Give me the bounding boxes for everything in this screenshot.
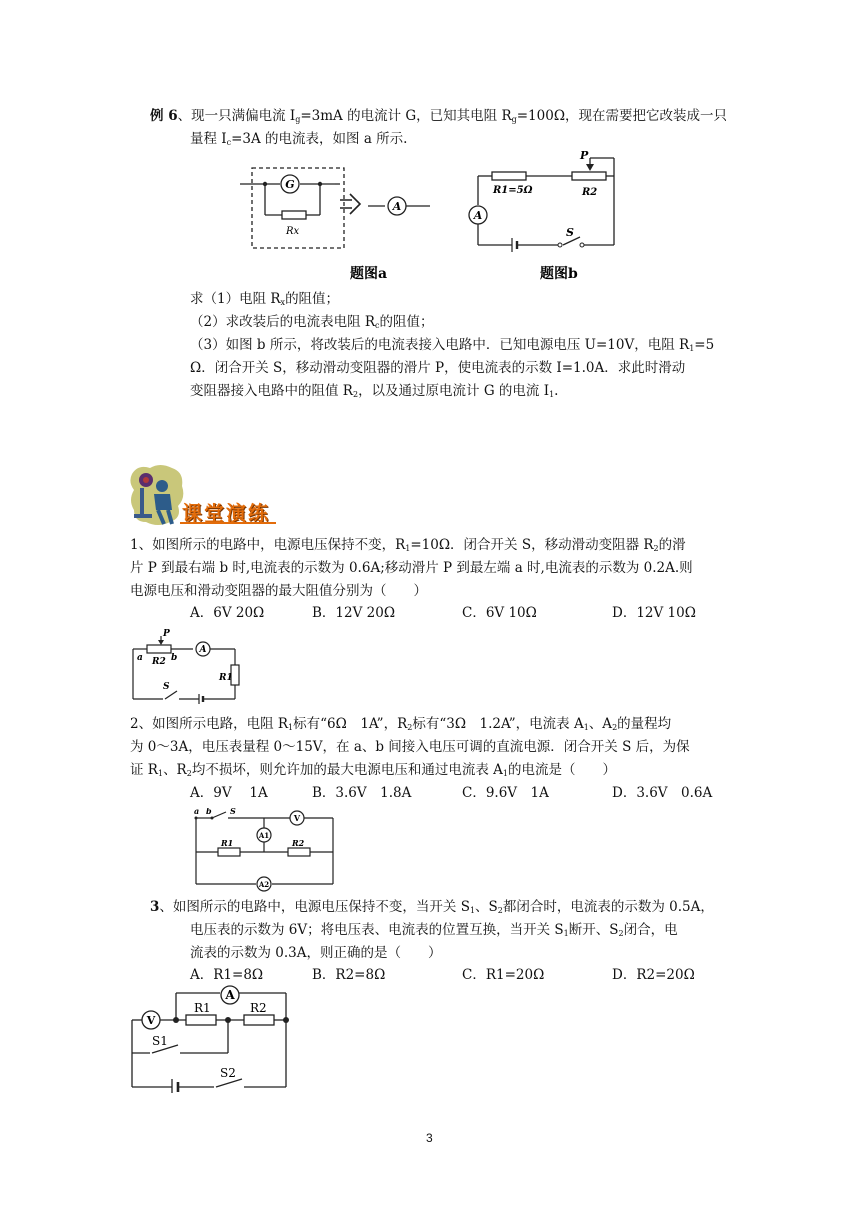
ammeter-a-label: A (392, 200, 402, 213)
p1-option-a: A．6V 20Ω (190, 605, 265, 621)
p1-option-d: D．12V 10Ω (612, 605, 696, 621)
p2-a-label: a (194, 808, 200, 816)
p1-line2: 片 P 到最右端 b 时,电流表的示数为 0.6A;移动滑片 P 到最左端 a 时,电流表的示数为 0.2A.则 (130, 560, 693, 576)
p1-option-c: C．6V 10Ω (462, 605, 537, 621)
p3-s2-label: S2 (220, 1066, 236, 1080)
p1-circuit (125, 625, 245, 707)
p2-s-label: S (230, 808, 236, 816)
example6-q2: （2）求改装后的电流表电阻 $R_c$的阻值； (190, 314, 434, 330)
p2-line3: 证 $R_1$、$R_2$均不损坏，则允许加的最大电源电压和通过电流表 $A_1$的电流是（ ） (130, 762, 616, 778)
meter-g-label: G (285, 178, 295, 191)
p3-line3: 流表的示数为 0.3A，则正确的是（ ） (190, 945, 442, 961)
p2-option-d: D．3.6V 0.6A (612, 785, 713, 801)
p2-circuit (188, 808, 338, 892)
p2-option-b: B．3.6V 1.8A (312, 785, 412, 801)
rx-label: Rx (286, 226, 300, 237)
p3-r2-label: R2 (250, 1001, 267, 1015)
p3-line1: 3、如图所示的电路中，电源电压保持不变，当开关 $S_1$、$S_2$都闭合时，电流表的示数为 0.5A， (150, 899, 714, 915)
p1-option-b: B．12V 20Ω (312, 605, 396, 621)
example6-label: 例 6 (150, 108, 178, 124)
figure-a (240, 160, 440, 285)
p2-line2: 为 0～3A，电压表量程 0～15V，在 a、b 间接入电压可调的直流电源．闭合开关 S 后，为保 (130, 739, 690, 755)
p1-line1: 1、如图所示的电路中，电源电压保持不变，$R_1=10\Omega$．闭合开关 S，移动滑动变阻器 $R_2$的滑 (130, 537, 686, 553)
r1-label: R1=5Ω (493, 185, 533, 196)
section-banner-illustration (128, 462, 186, 530)
p2-a2-label: A2 (258, 880, 270, 889)
caption-b: 题图b (540, 266, 578, 282)
example6-line1: 例 6、现一只满偏电流 $I_g=3mA$ 的电流计 G，已知其电阻 $R_g=100\Omega$，现在需要把它改装成一只 (150, 108, 728, 124)
page-number: 3 (426, 1131, 433, 1145)
p3-option-a: A．R1=8Ω (190, 967, 264, 983)
caption-a: 题图a (350, 266, 388, 282)
p1-r1-label: R1 (219, 673, 233, 683)
section-title: 课堂演练 (182, 501, 270, 525)
p2-r2-label: R2 (292, 838, 305, 848)
slider-p-label: P (580, 150, 589, 162)
example6-line2: 量程 $I_c=3A$ 的电流表，如图 a 所示. (190, 131, 408, 147)
p3-option-c: C．R1=20Ω (462, 967, 545, 983)
ammeter-label: A (473, 209, 483, 222)
switch-s-label: S (566, 226, 574, 239)
p3-circuit (128, 985, 303, 1093)
p1-ammeter-label: A (199, 645, 207, 655)
p2-line1: 2、如图所示电路，电阻 $R_1$标有“6Ω 1A”，$R_2$标有“3Ω 1.2A”，电流表 $A_1$、$A_2$的量程均 (130, 716, 672, 732)
figure-b (460, 150, 630, 285)
p3-label: 3 (150, 899, 160, 915)
p3-r1-label: R1 (194, 1001, 211, 1015)
example6-q3-line2: Ω．闭合开关 S，移动滑动变阻器的滑片 P，使电流表的示数 I=1.0A．求此时滑动 (190, 360, 686, 376)
p3-voltmeter-label: V (146, 1014, 156, 1027)
r2-label: R2 (582, 187, 598, 198)
p3-option-b: B．R2=8Ω (312, 967, 386, 983)
p3-option-d: D．R2=20Ω (612, 967, 695, 983)
p3-ammeter-label: A (225, 988, 235, 1002)
p2-a1-label: A1 (258, 831, 270, 840)
example6-q1: 求（1）电阻 $R_x$的阻值； (190, 291, 340, 307)
p2-b-label: b (206, 808, 212, 816)
p2-option-a: A．9V 1A (190, 785, 268, 801)
section-underline (180, 520, 280, 526)
p3-line2: 电压表的示数为 6V；将电压表、电流表的位置互换，当开关 $S_1$断开、$S_2$闭合，电 (190, 922, 678, 938)
p1-a-label: a (137, 653, 143, 663)
p3-s1-label: S1 (152, 1034, 168, 1048)
p1-switch-label: S (163, 682, 170, 692)
p2-option-c: C．9.6V 1A (462, 785, 549, 801)
p1-p-label: P (163, 629, 170, 639)
example6-q3-line1: （3）如图 b 所示，将改装后的电流表接入电路中．已知电源电压 U=10V，电阻 $R_1=5$ (190, 337, 715, 353)
p1-line3: 电源电压和滑动变阻器的最大阻值分别为（ ） (130, 583, 427, 599)
p1-b-label: b (171, 653, 178, 663)
p1-r2-label: R2 (152, 657, 166, 667)
p2-v-label: V (293, 813, 301, 823)
example6-q3-line3: 变阻器接入电路中的阻值 $R_2$，以及通过原电流计 G 的电流 $I_1$. (190, 383, 559, 399)
p2-r1-label: R1 (221, 838, 234, 848)
